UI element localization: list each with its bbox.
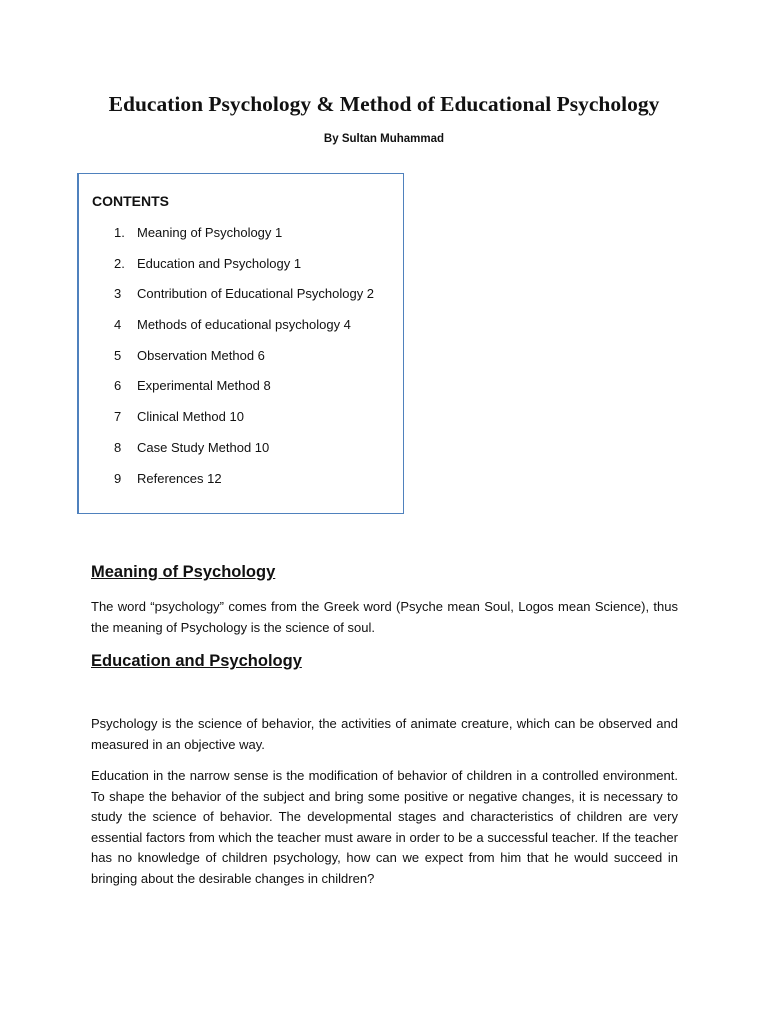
toc-item[interactable] — [79, 440, 374, 471]
toc-item-label: Contribution of Educational Psychology 2 — [137, 286, 375, 302]
toc-item-label: Case Study Method 10 — [137, 439, 270, 455]
toc-item-label: Methods of educational psychology 4 — [137, 317, 351, 333]
education-paragraph-2: Education in the narrow sense is the modification of behavior of children in a controlled environment. To shape the behavior of the subject and bring some positive or negative changes, it is necessary to study the science of behavior. The developmental stages and characteristics of children are very essential factors from which the teacher must aware in order to be a successful teacher. If the teacher has no knowledge of children psychology, how can we expect from him that he would succeed in bringing about the desirable changes in children? — [91, 768, 678, 886]
meaning-paragraph: The word “psychology” comes from the Greek word (Psyche mean Soul, Logos mean Science), thus the meaning of Psychology is the science of soul. — [91, 599, 678, 635]
toc-item-label: Clinical Method 10 — [137, 409, 244, 425]
toc-item[interactable] — [79, 471, 374, 502]
toc-item-label: References 12 — [137, 470, 222, 486]
toc-item[interactable] — [79, 348, 374, 379]
toc-item-number: 6 — [114, 378, 122, 394]
toc-item[interactable] — [79, 317, 374, 348]
table-of-contents — [77, 173, 404, 514]
toc-item[interactable] — [79, 378, 374, 409]
document-title: Education Psychology & Method of Educational Psychology — [108, 92, 660, 116]
toc-heading: CONTENTS — [92, 193, 169, 209]
section-heading-education: Education and Psychology — [91, 652, 302, 670]
toc-item[interactable] — [79, 409, 374, 440]
toc-item-number: 2. — [114, 255, 125, 271]
toc-item-number: 4 — [114, 317, 122, 333]
toc-item-label: Observation Method 6 — [137, 347, 265, 363]
toc-item-number: 1. — [114, 225, 125, 240]
toc-item-number: 8 — [114, 439, 122, 455]
toc-item-number: 9 — [114, 470, 122, 486]
toc-item-number: 7 — [114, 409, 122, 425]
toc-item-label: Meaning of Psychology 1 — [137, 225, 283, 240]
toc-item[interactable] — [79, 286, 374, 317]
education-paragraph-1: Psychology is the science of behavior, the activities of animate creature, which can be observed and measured in an objective way. — [91, 716, 678, 752]
toc-item[interactable] — [79, 256, 374, 287]
toc-item-label: Experimental Method 8 — [137, 378, 271, 394]
toc-item-number: 5 — [114, 347, 122, 363]
toc-item[interactable] — [79, 225, 374, 256]
toc-list — [79, 225, 374, 501]
toc-item-label: Education and Psychology 1 — [137, 255, 302, 271]
toc-item-number: 3 — [114, 286, 122, 302]
section-heading-meaning: Meaning of Psychology — [91, 563, 276, 581]
author-byline: By Sultan Muhammad — [323, 133, 445, 145]
